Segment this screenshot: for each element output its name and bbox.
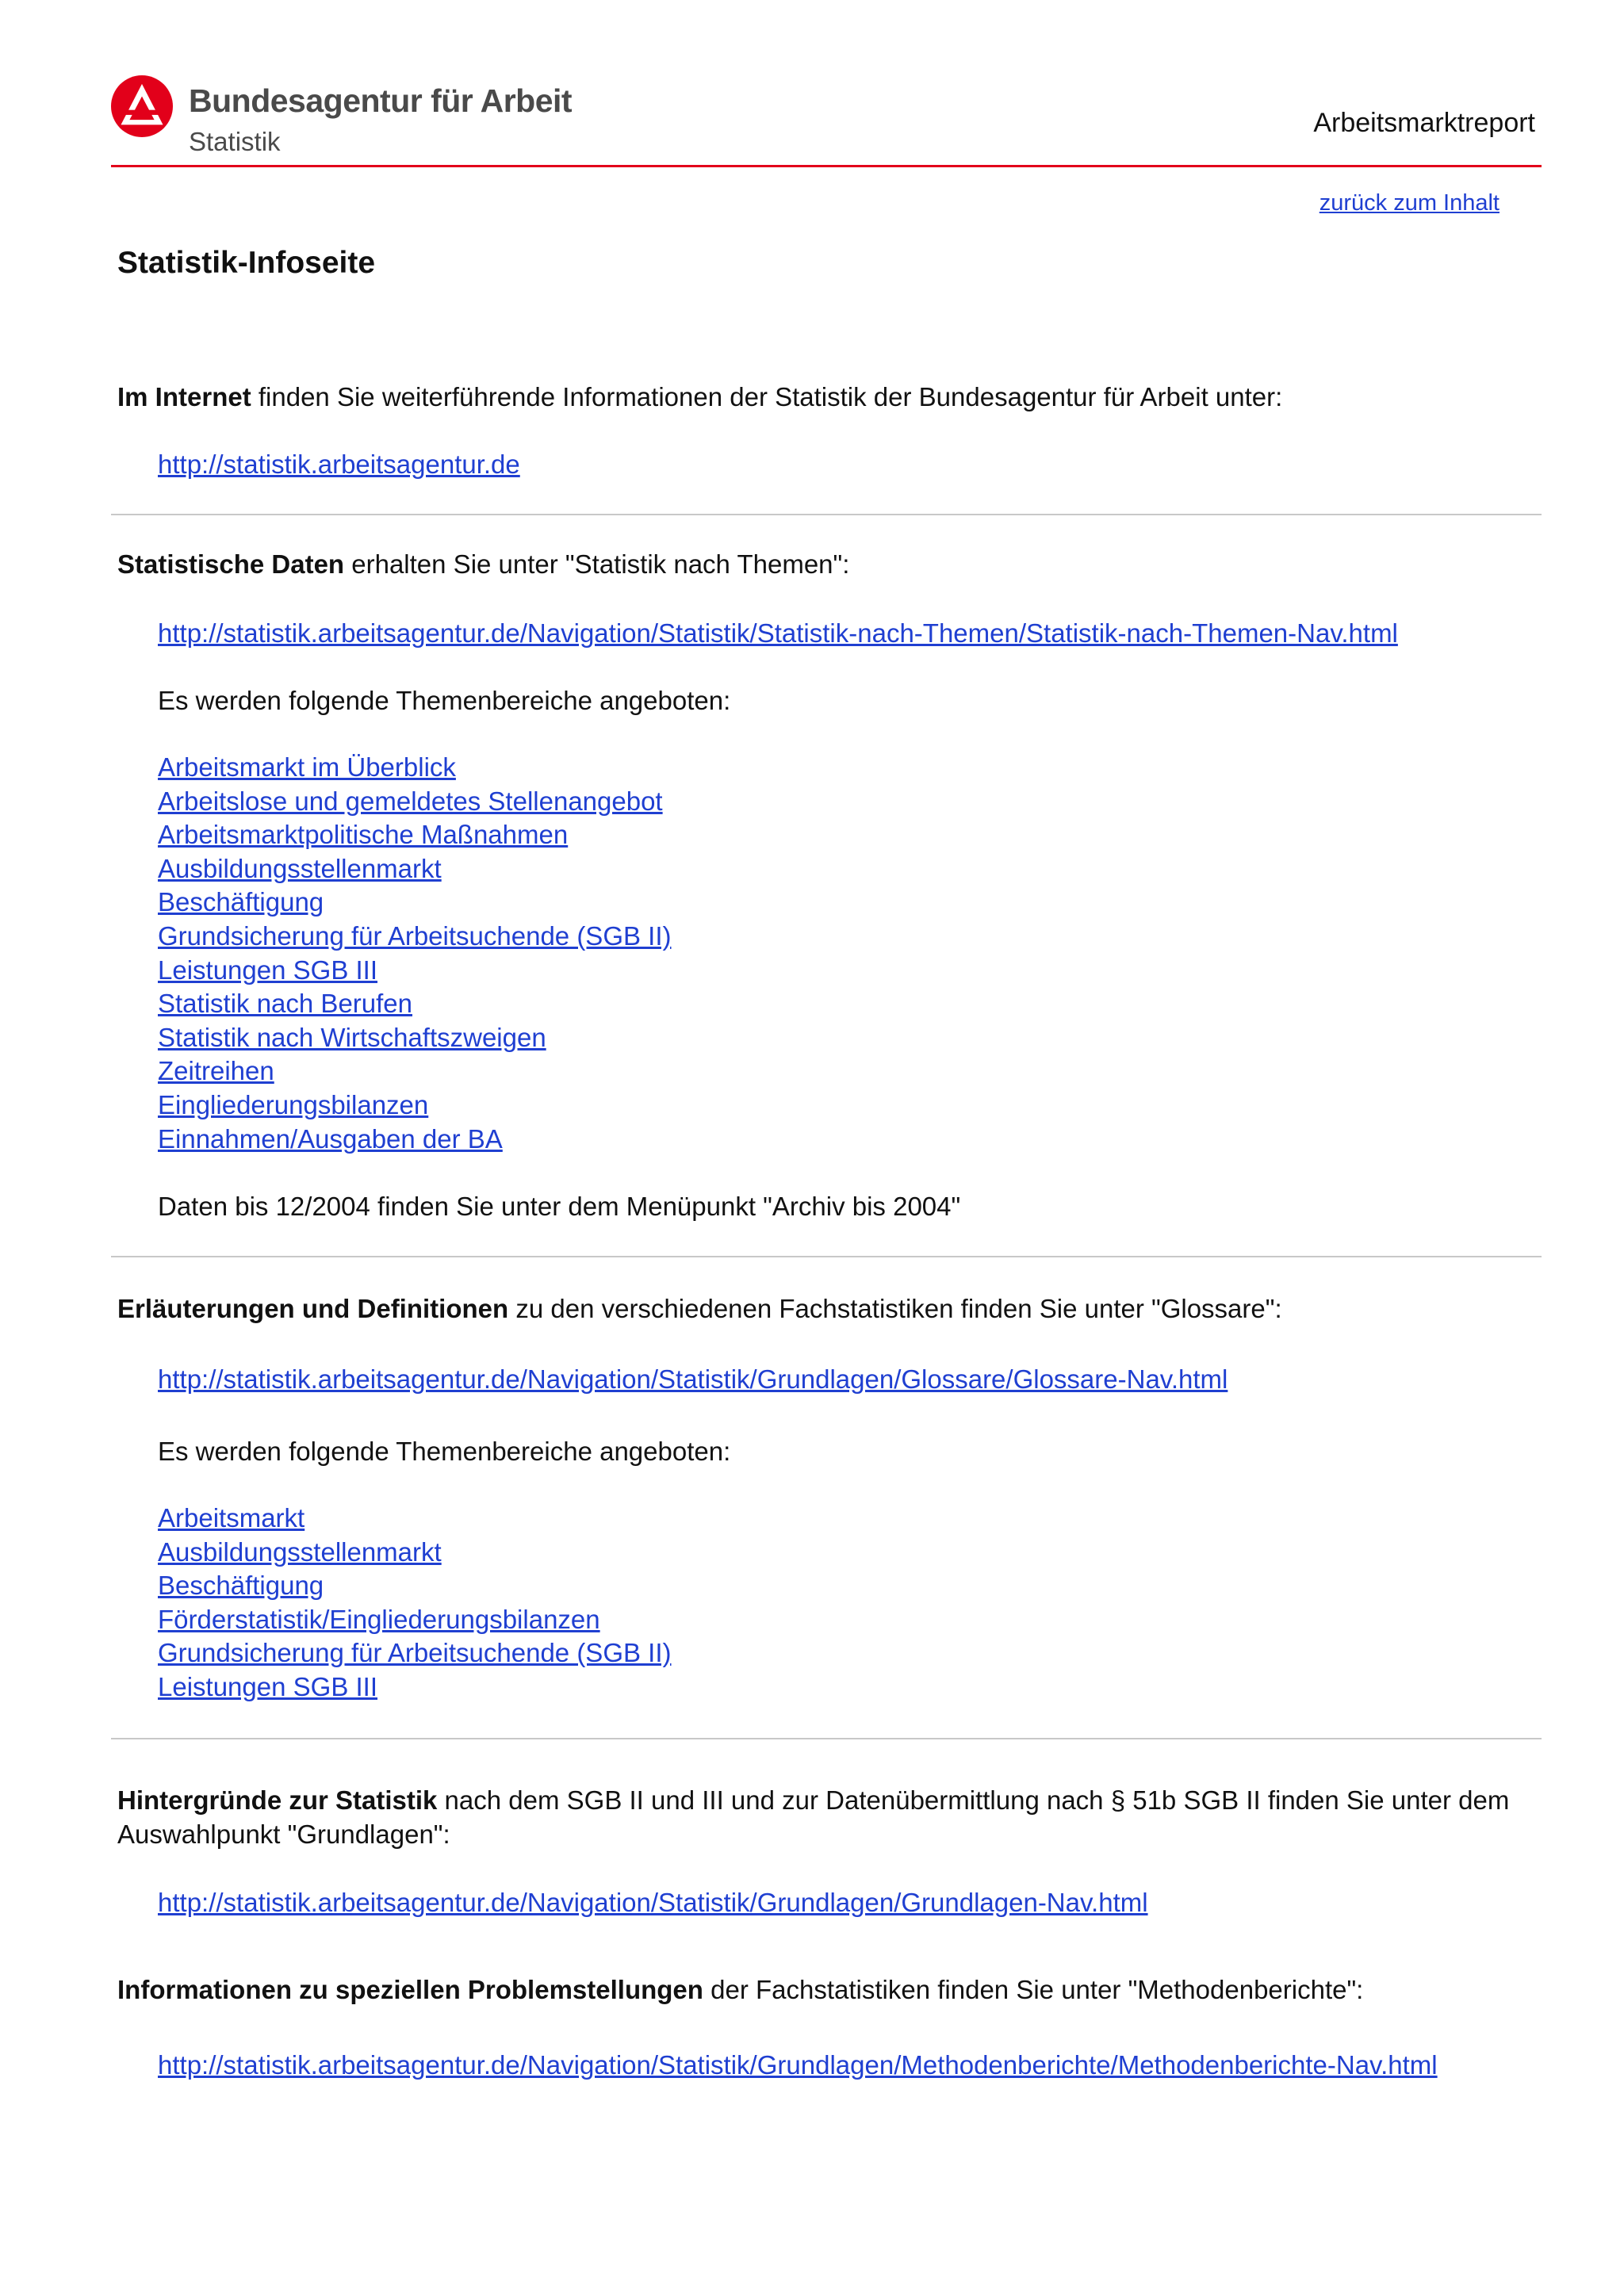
grundlagen-heading: Hintergründe zur Statistik [117,1785,438,1815]
back-to-contents-link[interactable]: zurück zum Inhalt [1319,190,1500,216]
internet-text: finden Sie weiterführende Informationen der Statistik der Bundesagentur für Arbeit unter: [251,382,1283,411]
glossare-topic-link[interactable]: Beschäftigung [158,1571,324,1601]
section-divider [111,1738,1542,1739]
methoden-heading: Informationen zu speziellen Problemstellungen [117,1975,703,2004]
daten-topic-link[interactable]: Eingliederungsbilanzen [158,1089,429,1119]
report-title: Arbeitsmarktreport [1313,108,1535,138]
daten-topic-link[interactable]: Arbeitslose und gemeldetes Stellenangebot [158,786,663,816]
glossare-topic-link[interactable]: Förderstatistik/Eingliederungsbilanzen [158,1604,600,1634]
glossare-topic-link[interactable]: Grundsicherung für Arbeitsuchende (SGB II) [158,1638,672,1668]
daten-topics-intro: Es werden folgende Themenbereiche angeboten: [158,686,731,715]
glossare-topic-link[interactable]: Leistungen SGB III [158,1671,378,1701]
grundlagen-paragraph [117,1783,1513,1851]
daten-text: erhalten Sie unter "Statistik nach Themen": [344,549,850,579]
glossare-topics-intro: Es werden folgende Themenbereiche angeboten: [158,1437,731,1466]
daten-topic-link[interactable]: Arbeitsmarkt im Überblick [158,752,456,782]
section-divider [111,514,1542,515]
glossare-topic-link[interactable]: Ausbildungsstellenmarkt [158,1536,442,1567]
glossare-heading: Erläuterungen und Definitionen [117,1294,509,1323]
header-divider [111,165,1542,167]
daten-topic-link[interactable]: Statistik nach Berufen [158,989,413,1019]
grundlagen-url-link[interactable]: http://statistik.arbeitsagentur.de/Navigation/Statistik/Grundlagen/Grundlagen-Nav.html [158,1888,1148,1917]
internet-paragraph [117,380,1513,414]
daten-topic-link[interactable]: Einnahmen/Ausgaben der BA [158,1123,503,1154]
methoden-text: der Fachstatistiken finden Sie unter "Methodenberichte": [703,1975,1364,2004]
daten-paragraph [117,547,1513,581]
ba-logo-icon [111,75,173,137]
glossare-url-link[interactable]: http://statistik.arbeitsagentur.de/Navigation/Statistik/Grundlagen/Glossare/Glossare-Nav.html [158,1364,1228,1394]
brand-name: Bundesagentur für Arbeit [189,82,573,119]
internet-heading: Im Internet [117,382,251,411]
section-divider [111,1256,1542,1257]
archive-note: Daten bis 12/2004 finden Sie unter dem Menüpunkt "Archiv bis 2004" [158,1192,961,1221]
glossare-topic-list [158,1502,672,1705]
daten-url-link[interactable]: http://statistik.arbeitsagentur.de/Navigation/Statistik/Statistik-nach-Themen/Statistik-nach-Themen-Nav.html [158,618,1398,648]
daten-topic-list [158,751,672,1156]
daten-heading: Statistische Daten [117,549,345,579]
glossare-paragraph [117,1292,1513,1326]
daten-topic-link[interactable]: Grundsicherung für Arbeitsuchende (SGB II) [158,920,672,951]
grundlagen-text: nach dem SGB II und III und zur Datenübermittlung nach § 51b SGB II finden Sie unter dem Auswahlpunkt "Grundlagen": [117,1785,1510,1849]
page-title: Statistik-Infoseite [117,246,376,280]
glossare-text: zu den verschiedenen Fachstatistiken finden Sie unter "Glossare": [508,1294,1282,1323]
glossare-topic-link[interactable]: Arbeitsmarkt [158,1503,305,1533]
internet-url-link[interactable]: http://statistik.arbeitsagentur.de [158,450,520,479]
daten-topic-link[interactable]: Statistik nach Wirtschaftszweigen [158,1022,546,1052]
daten-topic-link[interactable]: Beschäftigung [158,887,324,917]
daten-topic-link[interactable]: Zeitreihen [158,1056,274,1086]
methoden-paragraph [117,1973,1513,2007]
methoden-url-link[interactable]: http://statistik.arbeitsagentur.de/Navigation/Statistik/Grundlagen/Methodenberichte/Methodenberichte-Nav.html [158,2050,1438,2080]
brand-subtitle: Statistik [189,127,281,156]
daten-topic-link[interactable]: Leistungen SGB III [158,955,378,985]
daten-topic-link[interactable]: Ausbildungsstellenmarkt [158,853,442,883]
daten-topic-link[interactable]: Arbeitsmarktpolitische Maßnahmen [158,820,569,850]
